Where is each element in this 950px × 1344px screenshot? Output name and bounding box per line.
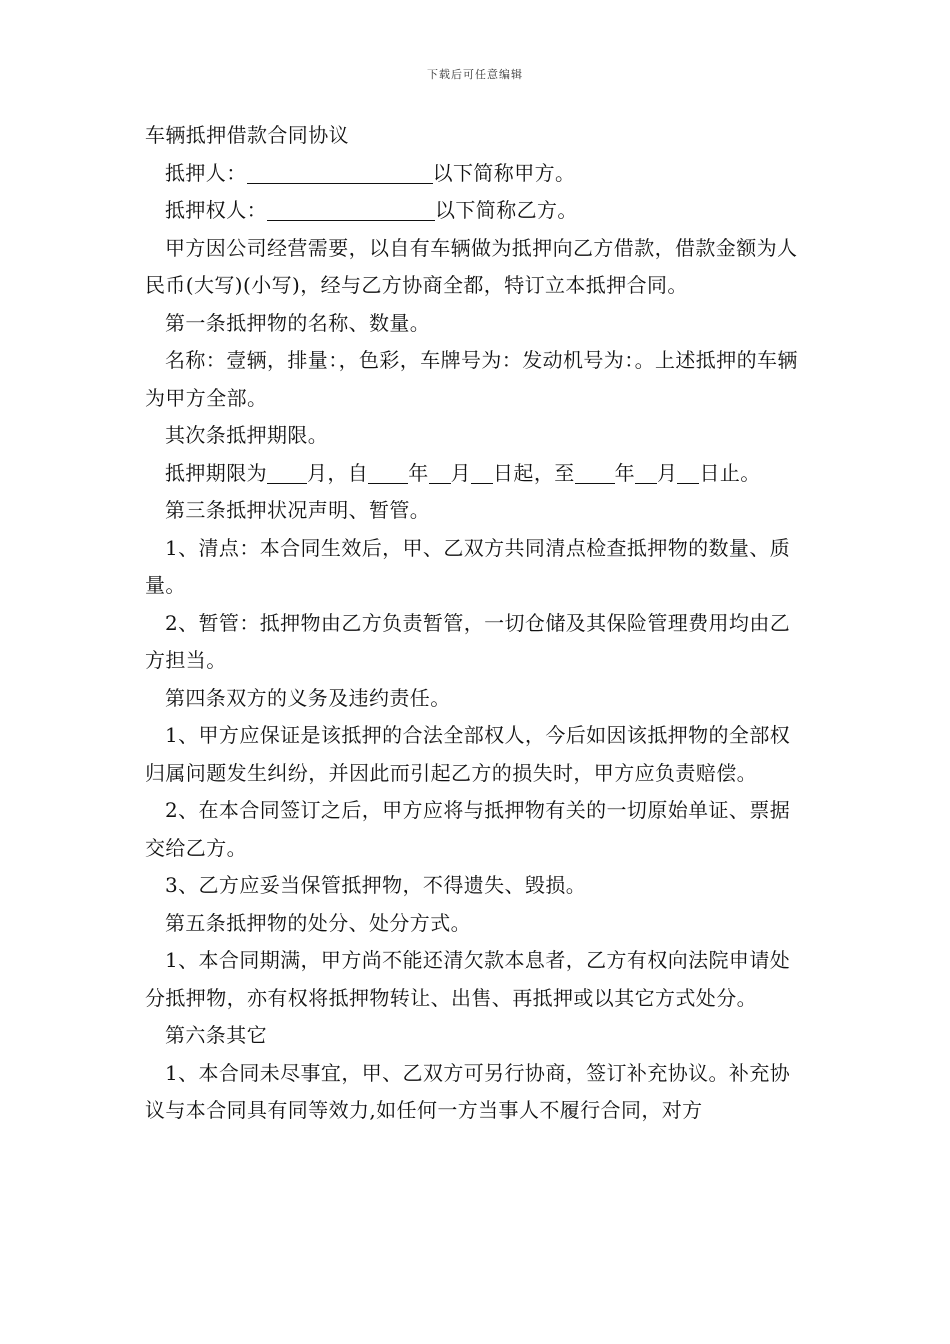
period-text-2: 月，自 — [307, 460, 369, 485]
period-blank-end-month — [635, 461, 657, 484]
contract-document — [145, 117, 810, 1130]
period-text-6: 年 — [614, 460, 636, 485]
mortgagor-label: 抵押人： — [165, 160, 247, 185]
mortgagee-label: 抵押权人： — [165, 198, 267, 222]
article5-heading: 第五条抵押物的处分、处分方式。 — [165, 910, 471, 935]
article3-item-2: 2、暂管：抵押物由乙方负责暂管，一切仓储及其保险管理费用均由乙方担当。 — [145, 610, 791, 672]
period-blank-start-day — [471, 461, 493, 484]
mortgagor-line — [145, 155, 810, 193]
article3-item-1: 1、清点：本合同生效后，甲、乙双方共同清点检查抵押物的数量、质量。 — [145, 535, 791, 597]
contract-title: 车辆抵押借款合同协议 — [145, 123, 349, 147]
period-text-8: 日止。 — [699, 460, 761, 485]
article3-heading: 第三条抵押状况声明、暂管。 — [165, 498, 431, 522]
intro-paragraph: 甲方因公司经营需要，以自有车辆做为抵押向乙方借款，借款金额为人民币(大写)(小写)，经与乙方协商全都，特订立本抵押合同。 — [145, 235, 798, 297]
article4-heading: 第四条双方的义务及违约责任。 — [165, 685, 451, 710]
mortgagee-line — [145, 192, 810, 230]
article2-period-line — [145, 455, 810, 493]
article1-body: 名称：壹辆，排量：，色彩，车牌号为：发动机号为：。上述抵押的车辆为甲方全部。 — [145, 348, 798, 410]
article1-heading: 第一条抵押物的名称、数量。 — [165, 310, 431, 335]
mortgagee-suffix: 以下简称乙方。 — [435, 198, 578, 222]
period-blank-months — [267, 461, 307, 484]
period-text-1: 抵押期限为 — [165, 460, 267, 485]
period-text-5: 日起，至 — [493, 460, 575, 485]
page-header-note: 下载后可任意编辑 — [427, 68, 523, 81]
period-blank-end-year — [575, 461, 615, 484]
article5-item-1: 1、本合同期满，甲方尚不能还清欠款本息者，乙方有权向法院申请处分抵押物，亦有权将抵押物转让、出售、再抵押或以其它方式处分。 — [145, 948, 791, 1010]
article4-item-2: 2、在本合同签订之后，甲方应将与抵押物有关的一切原始单证、票据交给乙方。 — [145, 798, 791, 860]
period-text-3: 年 — [408, 460, 429, 485]
period-blank-start-year — [368, 461, 408, 484]
article6-item-1: 1、本合同未尽事宜，甲、乙双方可另行协商，签订补充协议。补充协议与本合同具有同等效力,如任何一方当事人不履行合同，对方 — [145, 1060, 791, 1122]
article2-heading: 其次条抵押期限。 — [165, 423, 329, 447]
period-text-4: 月 — [450, 460, 472, 485]
period-text-7: 月 — [657, 460, 678, 485]
mortgagee-blank — [267, 198, 435, 221]
article6-heading: 第六条其它 — [165, 1023, 267, 1047]
article4-item-1: 1、甲方应保证是该抵押的合法全部权人，今后如因该抵押物的全部权归属问题发生纠纷，并因此而引起乙方的损失时，甲方应负责赔偿。 — [145, 723, 791, 785]
period-blank-start-month — [429, 461, 451, 484]
mortgagor-blank — [247, 161, 433, 184]
mortgagor-suffix: 以下简称甲方。 — [432, 160, 576, 185]
article4-item-3: 3、乙方应妥当保管抵押物，不得遗失、毁损。 — [165, 873, 587, 897]
period-blank-end-day — [677, 461, 699, 484]
